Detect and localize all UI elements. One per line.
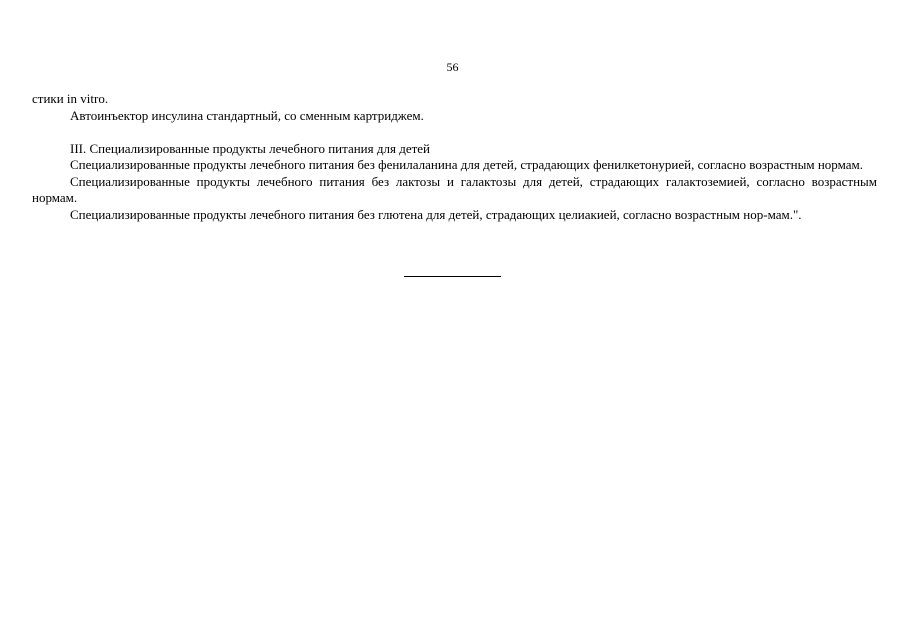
blank-line: [32, 124, 877, 141]
footnote-separator: [404, 276, 501, 277]
paragraph-continuation: стики in vitro.: [32, 91, 109, 106]
document-body: [32, 91, 877, 223]
paragraph-insulin-autoinjector: Автоинъектор инсулина стандартный, со сменным картриджем.: [70, 107, 424, 123]
paragraph-phenylalanine-free: Специализированные продукты лечебного питания без фенилаланина для детей, страдающих фенилкетонурией, согласно возрастным нормам.: [70, 157, 863, 172]
paragraph-gluten-free: Специализированные продукты лечебного питания без глютена для детей, страдающих целиакией, согласно возрастным нор-мам.".: [70, 206, 802, 222]
page-number: 56: [446, 60, 459, 74]
paragraph-lactose-free: Специализированные продукты лечебного питания без лактозы и галактозы для детей, страдающих галактоземией, согласно возрастным нормам.: [32, 173, 877, 205]
section-heading: III. Специализированные продукты лечебного питания для детей: [70, 140, 430, 156]
